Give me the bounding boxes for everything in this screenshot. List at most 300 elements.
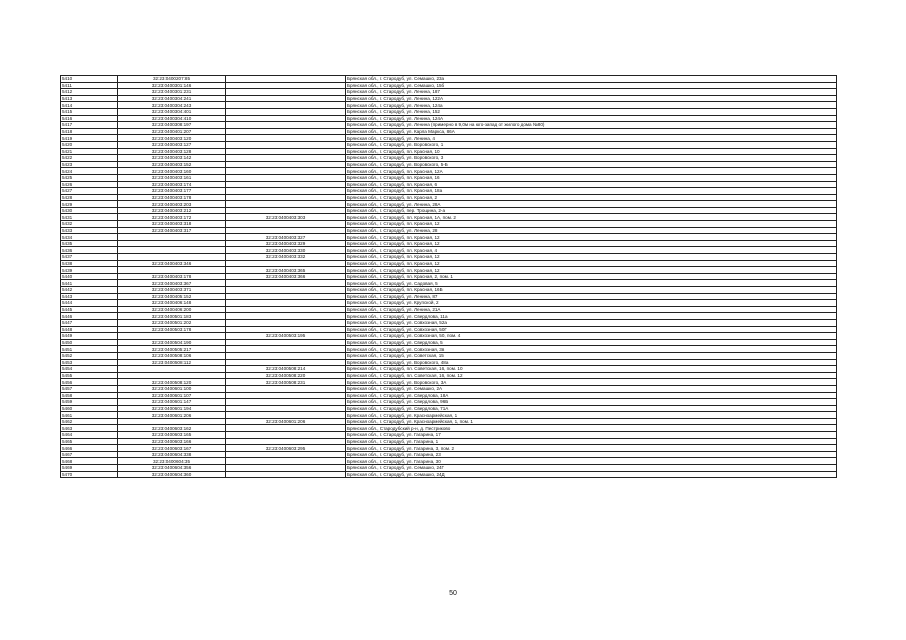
table-row	[61, 418, 837, 425]
row-number-cell: 5443	[61, 293, 118, 300]
table-row	[61, 287, 837, 294]
premises-number-cell	[226, 115, 346, 122]
row-number-cell: 5454	[61, 366, 118, 373]
table-row	[61, 247, 837, 254]
address-cell: Брянская обл., г. Стародуб, ул. Семашко, 24Г	[346, 465, 837, 472]
cadastral-number-cell: 32:23:0400304:410	[118, 115, 226, 122]
table-row	[61, 128, 837, 135]
cadastral-number-cell: 32:23:0400505:217	[118, 346, 226, 353]
address-cell: Брянская обл., г. Стародуб, ул. Воровского, 1	[346, 141, 837, 148]
table-row	[61, 82, 837, 89]
premises-number-cell	[226, 399, 346, 406]
row-number-cell: 5437	[61, 254, 118, 261]
row-number-cell: 5468	[61, 458, 118, 465]
row-number-cell: 5436	[61, 247, 118, 254]
premises-number-cell	[226, 76, 346, 83]
address-cell: Брянская обл., г. Стародуб, пл. Красная, 12А	[346, 168, 837, 175]
premises-number-cell	[226, 432, 346, 439]
row-number-cell: 5444	[61, 300, 118, 307]
cadastral-number-cell	[118, 366, 226, 373]
cadastral-number-cell: 32:23:0400508:120	[118, 379, 226, 386]
address-cell: Брянская обл., г. Стародуб, ул. Садовая, 5	[346, 280, 837, 287]
premises-number-cell: 32:23:0400403:303	[226, 214, 346, 221]
premises-number-cell	[226, 412, 346, 419]
address-cell: Брянская обл., г. Стародуб, ул. Ленина, 28А	[346, 201, 837, 208]
cadastral-number-cell: 32:23:0400501:183	[118, 313, 226, 320]
cadastral-number-cell: 32:23:0400304:243	[118, 102, 226, 109]
address-cell: Брянская обл., г. Стародуб, ул. Ленина, 152	[346, 108, 837, 115]
address-cell: Брянская обл., г. Стародуб, ул. Воровского, 3А	[346, 379, 837, 386]
table-row	[61, 445, 837, 452]
cadastral-number-cell: 32:23:0400406:148	[118, 300, 226, 307]
address-cell: Брянская обл., г. Стародуб, ул. Семашко, 15б	[346, 82, 837, 89]
address-cell: Брянская обл., г. Стародуб, ул. Ленина, 124а	[346, 102, 837, 109]
table-row	[61, 273, 837, 280]
cadastral-number-cell: 32:23:0400403:174	[118, 181, 226, 188]
address-cell: Брянская обл., г. Стародуб, ул. Гагарина, 30	[346, 458, 837, 465]
address-cell: Брянская обл., г. Стародуб, пл. Красная, 10	[346, 148, 837, 155]
table-row	[61, 385, 837, 392]
table-row	[61, 227, 837, 234]
row-number-cell: 5469	[61, 465, 118, 472]
premises-number-cell	[226, 188, 346, 195]
address-cell: Брянская обл., г. Стародуб, пл. Красная, 12	[346, 240, 837, 247]
address-cell: Брянская обл., г. Стародуб, ул. Ленина, 28	[346, 227, 837, 234]
address-cell: Брянская обл., г. Стародуб, пл. Красная, 16Б	[346, 287, 837, 294]
cadastral-number-cell: 32:23:0400403:367	[118, 280, 226, 287]
registry-table	[60, 75, 837, 478]
table-row	[61, 465, 837, 472]
premises-number-cell	[226, 306, 346, 313]
cadastral-number-cell	[118, 333, 226, 340]
address-cell: Брянская обл., г. Стародуб, ул. Совхозная, 50, пом. 4	[346, 333, 837, 340]
premises-number-cell	[226, 319, 346, 326]
premises-number-cell	[226, 108, 346, 115]
table-row	[61, 194, 837, 201]
cadastral-number-cell: 32:23:0400403:178	[118, 194, 226, 201]
row-number-cell: 5453	[61, 359, 118, 366]
address-cell: Брянская обл., г. Стародуб, ул. Ленина, 87	[346, 293, 837, 300]
table-row	[61, 141, 837, 148]
address-cell: Брянская обл., г. Стародуб, ул. Гагарина, 3, пом. 2	[346, 445, 837, 452]
premises-number-cell	[226, 102, 346, 109]
premises-number-cell	[226, 425, 346, 432]
premises-number-cell	[226, 201, 346, 208]
row-number-cell: 5463	[61, 425, 118, 432]
address-cell: Брянская обл., г. Стародуб, ул. Красноармейская, 1	[346, 412, 837, 419]
row-number-cell: 5461	[61, 412, 118, 419]
row-number-cell: 5470	[61, 471, 118, 478]
row-number-cell: 5450	[61, 339, 118, 346]
table-row	[61, 207, 837, 214]
row-number-cell: 5412	[61, 89, 118, 96]
row-number-cell: 5466	[61, 445, 118, 452]
cadastral-number-cell	[118, 240, 226, 247]
table-row	[61, 425, 837, 432]
cadastral-number-cell: 32:23:0400603:166	[118, 438, 226, 445]
premises-number-cell: 32:23:0400403:329	[226, 240, 346, 247]
address-cell: Брянская обл., г. Стародуб, ул. Ленина, 21А	[346, 306, 837, 313]
cadastral-number-cell: 32:23:0400403:371	[118, 287, 226, 294]
table-row	[61, 161, 837, 168]
table-row	[61, 135, 837, 142]
table-row	[61, 346, 837, 353]
table-row	[61, 181, 837, 188]
cadastral-number-cell: 32:23:0400403:177	[118, 188, 226, 195]
cadastral-number-cell: 32:23:0400603:165	[118, 432, 226, 439]
table-row	[61, 115, 837, 122]
row-number-cell: 5449	[61, 333, 118, 340]
table-row	[61, 366, 837, 373]
row-number-cell: 5427	[61, 188, 118, 195]
page-number: 50	[449, 590, 457, 597]
cadastral-number-cell: 32:23:0400403:120	[118, 135, 226, 142]
premises-number-cell: 32:23:0400508:214	[226, 366, 346, 373]
premises-number-cell	[226, 451, 346, 458]
premises-number-cell	[226, 392, 346, 399]
address-cell: Брянская обл., г. Стародуб, пл. Красная, 2	[346, 194, 837, 201]
premises-number-cell	[226, 89, 346, 96]
row-number-cell: 5438	[61, 260, 118, 267]
row-number-cell: 5431	[61, 214, 118, 221]
premises-number-cell	[226, 260, 346, 267]
row-number-cell: 5426	[61, 181, 118, 188]
address-cell: Брянская обл., Стародубский р-н, д. Пестриково	[346, 425, 837, 432]
table-row	[61, 333, 837, 340]
table-row	[61, 293, 837, 300]
table-row	[61, 405, 837, 412]
premises-number-cell	[226, 313, 346, 320]
cadastral-number-cell: 32:23:0400403:160	[118, 168, 226, 175]
premises-number-cell: 32:23:0400603:295	[226, 445, 346, 452]
cadastral-number-cell: 32:23:0400308:197	[118, 122, 226, 129]
address-cell: Брянская обл., г. Стародуб, ул. Совхозная, 52а	[346, 319, 837, 326]
table-row	[61, 326, 837, 333]
cadastral-number-cell: 32:23:0400403:212	[118, 207, 226, 214]
cadastral-number-cell	[118, 372, 226, 379]
address-cell: Брянская обл., г. Стародуб, ул. Ленина (примерно в 9,0м на юго-запад от жилого дома №80)	[346, 122, 837, 129]
cadastral-number-cell	[118, 267, 226, 274]
row-number-cell: 5447	[61, 319, 118, 326]
address-cell: Брянская обл., г. Стародуб, пл. Красная, 18а	[346, 188, 837, 195]
table-row	[61, 122, 837, 129]
row-number-cell: 5457	[61, 385, 118, 392]
table-row	[61, 234, 837, 241]
address-cell: Брянская обл., г. Стародуб, ул. Свердлова, 11а	[346, 313, 837, 320]
row-number-cell: 5418	[61, 128, 118, 135]
address-cell: Брянская обл., г. Стародуб, ул. Гагарина, 23	[346, 451, 837, 458]
premises-number-cell	[226, 385, 346, 392]
table-row	[61, 240, 837, 247]
row-number-cell: 5433	[61, 227, 118, 234]
row-number-cell: 5434	[61, 234, 118, 241]
cadastral-number-cell: 32:23:0400604:338	[118, 451, 226, 458]
address-cell: Брянская обл., г. Стародуб, ул. Гагарина, 17	[346, 432, 837, 439]
address-cell: Брянская обл., г. Стародуб, ул. Ленина, 187	[346, 89, 837, 96]
premises-number-cell	[226, 465, 346, 472]
premises-number-cell: 32:23:0400601:206	[226, 418, 346, 425]
cadastral-number-cell: 32:23:0400403:318	[118, 221, 226, 228]
cadastral-number-cell: 32:23:0400304:241	[118, 95, 226, 102]
table-row	[61, 89, 837, 96]
row-number-cell: 5411	[61, 82, 118, 89]
row-number-cell: 5459	[61, 399, 118, 406]
row-number-cell: 5417	[61, 122, 118, 129]
table-row	[61, 359, 837, 366]
address-cell: Брянская обл., г. Стародуб, ул. Красноармейская, 1, пом. 1	[346, 418, 837, 425]
premises-number-cell	[226, 471, 346, 478]
row-number-cell: 5439	[61, 267, 118, 274]
row-number-cell: 5456	[61, 379, 118, 386]
premises-number-cell	[226, 148, 346, 155]
row-number-cell: 5465	[61, 438, 118, 445]
premises-number-cell	[226, 352, 346, 359]
address-cell: Брянская обл., г. Стародуб, пер. Трощина, 2-а	[346, 207, 837, 214]
table-body	[61, 76, 837, 478]
cadastral-number-cell: 32:23:0400403:127	[118, 141, 226, 148]
table-row	[61, 392, 837, 399]
cadastral-number-cell: 32:23:0400403:317	[118, 227, 226, 234]
address-cell: Брянская обл., г. Стародуб, ул. Совхозная, 50Г	[346, 326, 837, 333]
address-cell: Брянская обл., г. Стародуб, ул. Карла Маркса, 86А	[346, 128, 837, 135]
row-number-cell: 5420	[61, 141, 118, 148]
row-number-cell: 5452	[61, 352, 118, 359]
row-number-cell: 5428	[61, 194, 118, 201]
table-row	[61, 102, 837, 109]
table-row	[61, 76, 837, 83]
table-row	[61, 458, 837, 465]
premises-number-cell	[226, 122, 346, 129]
premises-number-cell	[226, 300, 346, 307]
premises-number-cell: 32:23:0400403:327	[226, 234, 346, 241]
premises-number-cell	[226, 128, 346, 135]
address-cell: Брянская обл., г. Стародуб, ул. Советская, 15	[346, 352, 837, 359]
row-number-cell: 5458	[61, 392, 118, 399]
address-cell: Брянская обл., г. Стародуб, ул. Воровского, 3	[346, 155, 837, 162]
premises-number-cell	[226, 181, 346, 188]
address-cell: Брянская обл., г. Стародуб, пл. Красная, 12	[346, 221, 837, 228]
cadastral-number-cell: 32:23:0400604:356	[118, 465, 226, 472]
cadastral-number-cell: 32:23:0400601:194	[118, 405, 226, 412]
premises-number-cell: 32:23:0400403:330	[226, 247, 346, 254]
table-row	[61, 300, 837, 307]
row-number-cell: 5451	[61, 346, 118, 353]
address-cell: Брянская обл., г. Стародуб, пл. Красная, 12	[346, 267, 837, 274]
premises-number-cell	[226, 207, 346, 214]
row-number-cell: 5425	[61, 174, 118, 181]
cadastral-number-cell: 32:23:0400501:202	[118, 319, 226, 326]
premises-number-cell	[226, 339, 346, 346]
premises-number-cell	[226, 438, 346, 445]
row-number-cell: 5416	[61, 115, 118, 122]
cadastral-number-cell: 32:23:0400403:161	[118, 174, 226, 181]
address-cell: Брянская обл., г. Стародуб, ул. Семашко, 2А	[346, 385, 837, 392]
address-cell: Брянская обл., г. Стародуб, пл. Красная, 12	[346, 234, 837, 241]
row-number-cell: 5430	[61, 207, 118, 214]
table-row	[61, 188, 837, 195]
table-row	[61, 432, 837, 439]
table-row	[61, 201, 837, 208]
address-cell: Брянская обл., г. Стародуб, ул. Крупской, 2	[346, 300, 837, 307]
address-cell: Брянская обл., г. Стародуб, ул. Воровского, 5-Б	[346, 161, 837, 168]
premises-number-cell	[226, 359, 346, 366]
row-number-cell: 5435	[61, 240, 118, 247]
row-number-cell: 5442	[61, 287, 118, 294]
table-row	[61, 148, 837, 155]
row-number-cell: 5413	[61, 95, 118, 102]
address-cell: Брянская обл., г. Стародуб, пл. Красная, 6	[346, 181, 837, 188]
cadastral-number-cell	[118, 418, 226, 425]
premises-number-cell	[226, 227, 346, 234]
address-cell: Брянская обл., г. Стародуб, пл. Красная, 4	[346, 247, 837, 254]
address-cell: Брянская обл., г. Стародуб, ул. Совхозная, 3в	[346, 346, 837, 353]
row-number-cell: 5432	[61, 221, 118, 228]
premises-number-cell	[226, 82, 346, 89]
address-cell: Брянская обл., г. Стародуб, пл. Красная, 2, пом. 1	[346, 273, 837, 280]
row-number-cell: 5448	[61, 326, 118, 333]
cadastral-number-cell: 32:23:0400403:172	[118, 214, 226, 221]
row-number-cell: 5462	[61, 418, 118, 425]
table-row	[61, 306, 837, 313]
row-number-cell: 5460	[61, 405, 118, 412]
cadastral-number-cell: 32:23:0400301:231	[118, 89, 226, 96]
row-number-cell: 5423	[61, 161, 118, 168]
row-number-cell: 5422	[61, 155, 118, 162]
address-cell: Брянская обл., г. Стародуб, ул. Свердлова, 5	[346, 339, 837, 346]
row-number-cell: 5464	[61, 432, 118, 439]
cadastral-number-cell: 32:23:0400601:206	[118, 412, 226, 419]
row-number-cell: 5445	[61, 306, 118, 313]
premises-number-cell	[226, 174, 346, 181]
address-cell: Брянская обл., г. Стародуб, пл. Красная, 12	[346, 260, 837, 267]
address-cell: Брянская обл., г. Стародуб, ул. Семашко, 24Д	[346, 471, 837, 478]
table-row	[61, 352, 837, 359]
cadastral-number-cell: 32:23:0400601:107	[118, 392, 226, 399]
table-row	[61, 95, 837, 102]
row-number-cell: 5440	[61, 273, 118, 280]
premises-number-cell	[226, 326, 346, 333]
premises-number-cell	[226, 155, 346, 162]
address-cell: Брянская обл., г. Стародуб, пл. Красная, 1А, пом. 2	[346, 214, 837, 221]
table-row	[61, 451, 837, 458]
row-number-cell: 5467	[61, 451, 118, 458]
row-number-cell: 5414	[61, 102, 118, 109]
row-number-cell: 5415	[61, 108, 118, 115]
address-cell: Брянская обл., г. Стародуб, ул. Ленина, 124А	[346, 115, 837, 122]
cadastral-number-cell	[118, 254, 226, 261]
cadastral-number-cell: 32:23:0400403:178	[118, 273, 226, 280]
premises-number-cell: 32:23:0400503:195	[226, 333, 346, 340]
premises-number-cell	[226, 287, 346, 294]
cadastral-number-cell: 32:23:0400405:152	[118, 293, 226, 300]
premises-number-cell	[226, 141, 346, 148]
premises-number-cell	[226, 221, 346, 228]
address-cell: Брянская обл., г. Стародуб, ул. Семашко, 23а	[346, 76, 837, 83]
premises-number-cell	[226, 135, 346, 142]
cadastral-number-cell: 32:23:0400601:147	[118, 399, 226, 406]
address-cell: Брянская обл., г. Стародуб, пл. Красная, 16	[346, 174, 837, 181]
table-row	[61, 168, 837, 175]
table-row	[61, 254, 837, 261]
cadastral-number-cell: 32:23:0400503:178	[118, 326, 226, 333]
cadastral-number-cell: 32:23:0400508:112	[118, 359, 226, 366]
cadastral-number-cell: 32:23:0400403:152	[118, 161, 226, 168]
cadastral-number-cell	[118, 234, 226, 241]
cadastral-number-cell: 32:23:0400207:85	[118, 76, 226, 83]
table-row	[61, 399, 837, 406]
table-row	[61, 260, 837, 267]
row-number-cell: 5421	[61, 148, 118, 155]
cadastral-number-cell: 32:23:0400604:35	[118, 458, 226, 465]
cadastral-number-cell: 32:23:0400504:190	[118, 339, 226, 346]
cadastral-number-cell: 32:23:0400508:106	[118, 352, 226, 359]
table-row	[61, 438, 837, 445]
row-number-cell: 5424	[61, 168, 118, 175]
row-number-cell: 5429	[61, 201, 118, 208]
premises-number-cell	[226, 95, 346, 102]
table-row	[61, 372, 837, 379]
address-cell: Брянская обл., г. Стародуб, ул. Свердлова, 18А	[346, 392, 837, 399]
cadastral-number-cell: 32:23:0400603:167	[118, 445, 226, 452]
table-row	[61, 471, 837, 478]
table-row	[61, 339, 837, 346]
cadastral-number-cell: 32:23:0400403:142	[118, 155, 226, 162]
cadastral-number-cell: 32:23:0400304:401	[118, 108, 226, 115]
cadastral-number-cell: 32:23:0400603:162	[118, 425, 226, 432]
premises-number-cell: 32:23:0400403:332	[226, 254, 346, 261]
premises-number-cell: 32:23:0400403:366	[226, 273, 346, 280]
premises-number-cell	[226, 168, 346, 175]
row-number-cell: 5410	[61, 76, 118, 83]
address-cell: Брянская обл., г. Стародуб, пл. Советская, 16, пом. 10	[346, 366, 837, 373]
premises-number-cell: 32:23:0400508:231	[226, 379, 346, 386]
cadastral-number-cell: 32:23:0400401:207	[118, 128, 226, 135]
premises-number-cell	[226, 405, 346, 412]
table-row	[61, 267, 837, 274]
table-row	[61, 155, 837, 162]
table-row	[61, 221, 837, 228]
address-cell: Брянская обл., г. Стародуб, ул. Ленина, 4	[346, 135, 837, 142]
address-cell: Брянская обл., г. Стародуб, пл. Советская, 16, пом. 12	[346, 372, 837, 379]
cadastral-number-cell: 32:23:0400406:200	[118, 306, 226, 313]
premises-number-cell	[226, 346, 346, 353]
cadastral-number-cell	[118, 247, 226, 254]
premises-number-cell	[226, 194, 346, 201]
premises-number-cell: 32:23:0400508:220	[226, 372, 346, 379]
address-cell: Брянская обл., г. Стародуб, ул. Свердлова, 96Б	[346, 399, 837, 406]
cadastral-number-cell: 32:23:0400301:146	[118, 82, 226, 89]
premises-number-cell: 32:23:0400403:365	[226, 267, 346, 274]
address-cell: Брянская обл., г. Стародуб, пл. Красная, 12	[346, 254, 837, 261]
row-number-cell: 5455	[61, 372, 118, 379]
cadastral-number-cell: 32:23:0400403:203	[118, 201, 226, 208]
address-cell: Брянская обл., г. Стародуб, ул. Свердлова, 71А	[346, 405, 837, 412]
table-row	[61, 174, 837, 181]
table-row	[61, 412, 837, 419]
table-row	[61, 313, 837, 320]
premises-number-cell	[226, 293, 346, 300]
row-number-cell: 5441	[61, 280, 118, 287]
table-row	[61, 108, 837, 115]
table-row	[61, 214, 837, 221]
premises-number-cell	[226, 280, 346, 287]
address-cell: Брянская обл., г. Стародуб, ул. Гагарина, 1	[346, 438, 837, 445]
premises-number-cell	[226, 161, 346, 168]
premises-number-cell	[226, 458, 346, 465]
address-cell: Брянская обл., г. Стародуб, ул. Ленина, 122А	[346, 95, 837, 102]
table-row	[61, 280, 837, 287]
address-cell: Брянская обл., г. Стародуб, ул. Воровского, 48а	[346, 359, 837, 366]
